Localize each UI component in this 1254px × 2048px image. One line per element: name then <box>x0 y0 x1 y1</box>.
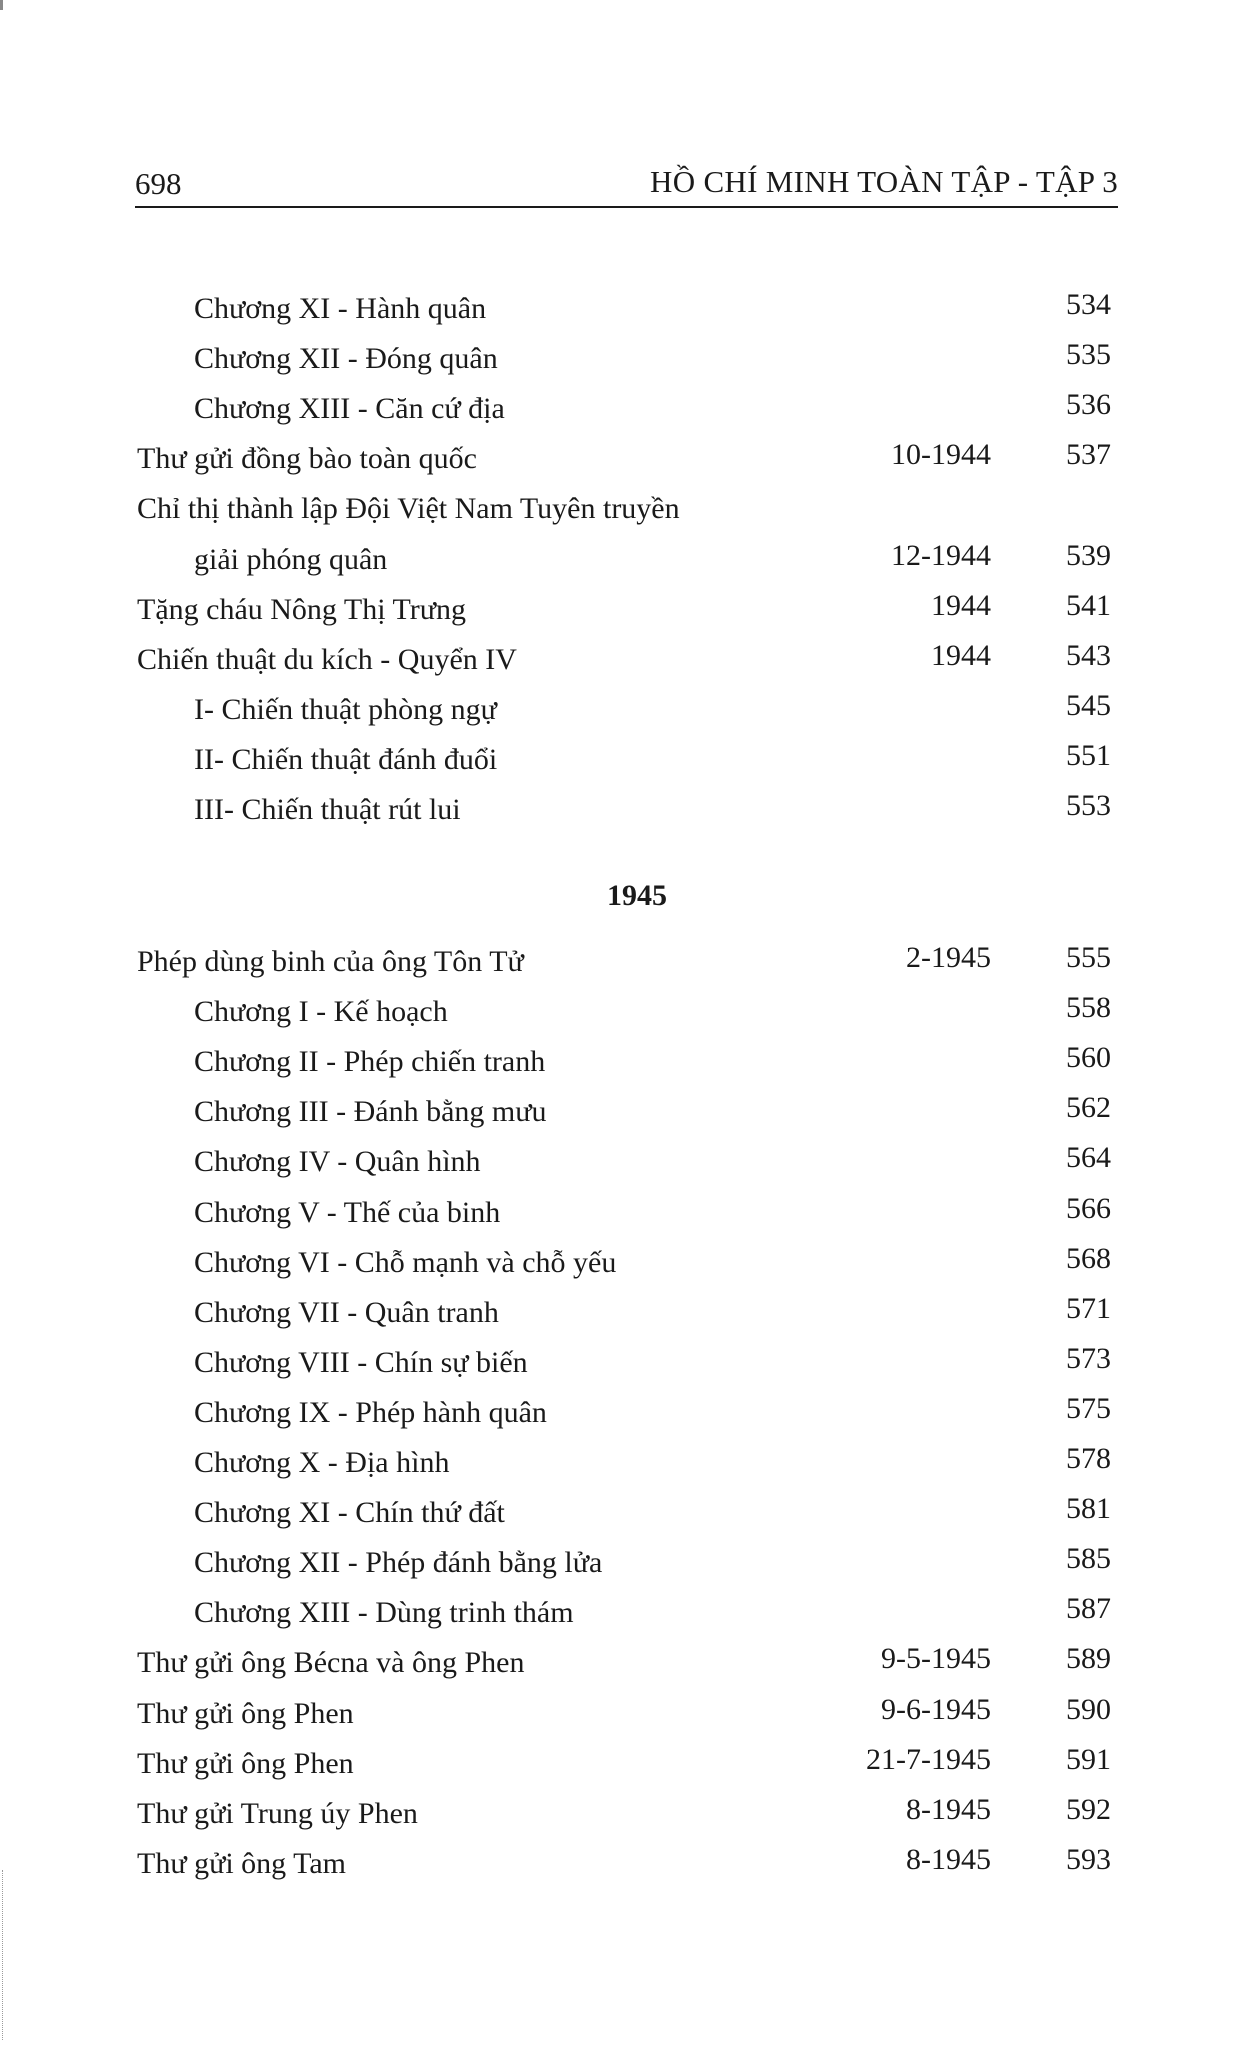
toc-entry-page: 535 <box>1066 338 1111 372</box>
toc-entry <box>0 1191 1254 1235</box>
toc-entry-page: 558 <box>1066 991 1111 1025</box>
toc-entry-date: 1944 <box>931 638 991 672</box>
toc-entry-title: Chương I - Kế hoạch <box>194 995 448 1029</box>
toc-entry-title: Chiến thuật du kích - Quyển IV <box>137 642 517 676</box>
toc-entry-title: Chỉ thị thành lập Đội Việt Nam Tuyên truyền <box>137 492 680 526</box>
toc-entry <box>0 738 1254 782</box>
toc-entry-page: 534 <box>1066 288 1111 321</box>
toc-entry-title: Chương III - Đánh bằng mưu <box>194 1095 547 1129</box>
toc-entry <box>0 638 1254 682</box>
toc-entry-title: Chương XI - Hành quân <box>194 292 487 325</box>
toc-entry-page: 536 <box>1066 388 1111 422</box>
toc-entry-page: 555 <box>1066 941 1111 974</box>
toc-entry-title: Chương XIII - Dùng trinh thám <box>194 1596 574 1630</box>
toc-entry-date: 8-1945 <box>906 1842 991 1876</box>
toc-entry <box>0 387 1254 431</box>
toc-entry-date: 9-6-1945 <box>881 1692 991 1726</box>
toc-entry <box>0 1591 1254 1635</box>
toc-entry-page: 585 <box>1066 1542 1111 1576</box>
toc-entry <box>0 1391 1254 1435</box>
toc-entry-title: Chương II - Phép chiến tranh <box>194 1045 546 1079</box>
toc-entry-date: 9-5-1945 <box>881 1642 991 1676</box>
toc-entry-page: 545 <box>1066 688 1111 722</box>
toc-entry-page: 541 <box>1066 588 1111 622</box>
toc-entry-page: 592 <box>1066 1792 1111 1826</box>
toc-entry-title: Thư gửi ông Phen <box>137 1746 354 1780</box>
toc-entry-title: I- Chiến thuật phòng ngự <box>194 692 497 726</box>
toc-entry <box>0 1291 1254 1335</box>
toc-entry <box>0 1090 1254 1134</box>
toc-entry <box>0 437 1254 481</box>
toc-entry-date: 12-1944 <box>891 538 991 572</box>
toc-entry-title: Thư gửi Trung úy Phen <box>137 1796 418 1830</box>
toc-entry-page: 573 <box>1066 1341 1111 1375</box>
running-title: HỒ CHÍ MINH TOÀN TẬP - TẬP 3 <box>650 164 1118 199</box>
toc-entry <box>0 1641 1254 1685</box>
toc-entry <box>0 940 1254 984</box>
toc-entry-page: 537 <box>1066 438 1111 472</box>
toc-entry-title: giải phóng quân <box>194 542 388 576</box>
toc-entry <box>0 287 1254 331</box>
toc-entry-title: Chương XII - Phép đánh bằng lửa <box>194 1546 603 1580</box>
toc-entry-title: Thư gửi ông Tam <box>137 1846 347 1880</box>
toc-entry <box>0 1140 1254 1184</box>
year-heading: 1945 <box>607 879 667 912</box>
toc-entry-title: Chương XIII - Căn cứ địa <box>194 392 505 426</box>
toc-entry <box>0 1441 1254 1485</box>
toc-entry-page: 560 <box>1066 1041 1111 1075</box>
toc-entry-page: 564 <box>1066 1141 1111 1175</box>
toc-entry-date: 21-7-1945 <box>866 1742 991 1776</box>
toc-entry-title: III- Chiến thuật rút lui <box>194 793 461 826</box>
toc-entry <box>0 1842 1254 1886</box>
toc-entry-title: Chương X - Địa hình <box>194 1446 450 1479</box>
toc-entry-title: Chương XI - Chín thứ đất <box>194 1496 505 1530</box>
toc-entry-page: 571 <box>1066 1291 1111 1325</box>
toc-entry-title: Phép dùng binh của ông Tôn Tử <box>137 945 524 978</box>
toc-entry-title: Thư gửi ông Phen <box>137 1696 354 1730</box>
toc-entry-date: 8-1945 <box>906 1792 991 1826</box>
toc-entry-title: Tặng cháu Nông Thị Trưng <box>137 592 467 626</box>
page-number: 698 <box>135 166 182 201</box>
toc-entry-page: 578 <box>1066 1442 1111 1475</box>
toc-entry-page: 568 <box>1066 1241 1111 1275</box>
toc-entry <box>0 990 1254 1034</box>
toc-entry-page: 539 <box>1066 538 1111 572</box>
toc-entry <box>0 1341 1254 1385</box>
toc-entry <box>0 1742 1254 1786</box>
toc-entry <box>0 1040 1254 1084</box>
toc-entry-page: 587 <box>1066 1592 1111 1626</box>
toc-entry-page: 553 <box>1066 789 1111 822</box>
toc-entry <box>0 688 1254 732</box>
toc-entry-title: Thư gửi ông Bécna và ông Phen <box>137 1646 525 1680</box>
toc-entry-title: Chương VII - Quân tranh <box>194 1295 499 1329</box>
toc-entry-title: Chương IX - Phép hành quân <box>194 1395 547 1429</box>
toc-entry <box>0 487 1254 531</box>
toc-entry <box>0 588 1254 632</box>
toc-entry-title: Thư gửi đồng bào toàn quốc <box>137 442 477 476</box>
toc-entry-page: 575 <box>1066 1391 1111 1425</box>
toc-entry-page: 566 <box>1066 1191 1111 1225</box>
toc-entry-title: Chương V - Thế của binh <box>194 1195 501 1229</box>
toc-entry <box>0 1692 1254 1736</box>
toc-entry-page: 581 <box>1066 1492 1111 1526</box>
toc-entry-title: II- Chiến thuật đánh đuổi <box>194 742 498 776</box>
toc-entry-title: Chương XII - Đóng quân <box>194 342 498 376</box>
toc-entry-date: 10-1944 <box>891 438 991 472</box>
toc-entry <box>0 1792 1254 1836</box>
toc-entry <box>0 1541 1254 1585</box>
toc-entry <box>0 337 1254 381</box>
toc-entry-page: 591 <box>1066 1742 1111 1776</box>
toc-entry-page: 543 <box>1066 638 1111 672</box>
toc-entry <box>0 1241 1254 1285</box>
toc-entry-date: 2-1945 <box>906 941 991 974</box>
toc-entry <box>0 1491 1254 1535</box>
toc-entry-title: Chương VI - Chỗ mạnh và chỗ yếu <box>194 1245 617 1279</box>
toc-entry-title: Chương VIII - Chín sự biến <box>194 1345 528 1379</box>
toc-entry <box>0 788 1254 832</box>
toc-entry-date: 1944 <box>931 588 991 622</box>
toc-entry-page: 590 <box>1066 1692 1111 1726</box>
toc-entry-title: Chương IV - Quân hình <box>194 1145 481 1179</box>
toc-entry <box>0 538 1254 582</box>
toc-entry-page: 589 <box>1066 1642 1111 1676</box>
toc-entry-page: 551 <box>1066 738 1111 772</box>
toc-entry-page: 593 <box>1066 1842 1111 1876</box>
toc-entry-page: 562 <box>1066 1091 1111 1125</box>
